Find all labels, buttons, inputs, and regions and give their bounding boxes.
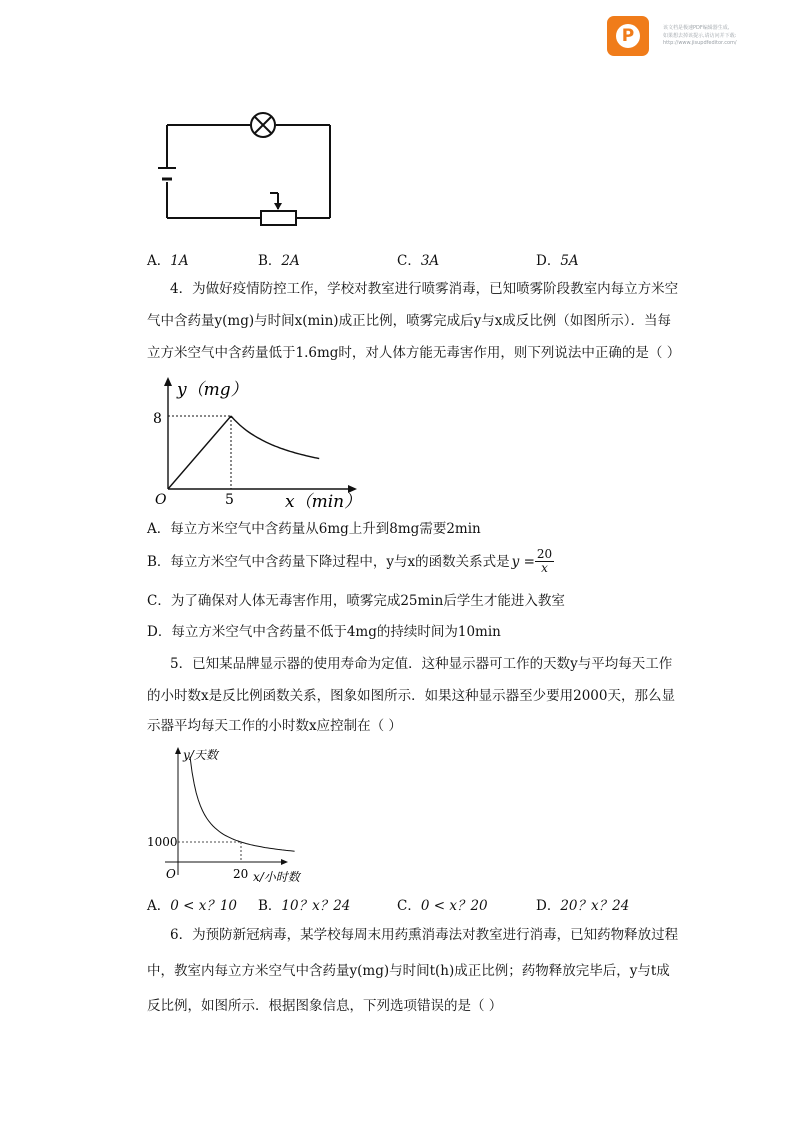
q5-y-tick: 1000 (147, 835, 178, 849)
q4-y-label: y（mg） (177, 380, 248, 400)
q6-line-1: 6．为预防新冠病毒，某学校每周末用药熏消毒法对教室进行消毒，已知药物释放过程 (170, 927, 679, 943)
q3-option-b[interactable] (258, 249, 300, 269)
q4-option-d[interactable]: D．每立方米空气中含药量不低于4mg的持续时间为10min (147, 624, 501, 640)
q5-option-d[interactable] (536, 894, 629, 914)
circuit-diagram (150, 105, 340, 230)
q5-option-a-value: 0 < x？10 (170, 898, 238, 914)
q4-option-b-fraction (535, 548, 554, 575)
q5-option-b-value: 10？x？24 (281, 898, 351, 914)
q4-origin: O (155, 492, 167, 508)
q5-y-label: y/天数 (183, 748, 218, 762)
q4-line-2: 气中含药量y(mg)与时间x(min)成正比例，喷雾完成后y与x成反比例（如图所示）．当每 (147, 313, 672, 329)
q4-decay-curve (231, 416, 319, 459)
q3-option-b-letter: B． (258, 253, 282, 269)
q5-option-a[interactable] (147, 894, 237, 914)
q5-option-c-value: 0 < x？20 (420, 898, 488, 914)
q3-option-d-letter: D． (536, 253, 561, 269)
q6-line-3: 反比例，如图所示．根据图象信息，下列选项错误的是（ ） (147, 998, 503, 1014)
q4-line-1: 4．为做好疫情防控工作，学校对教室进行喷雾消毒，已知喷雾阶段教室内每立方米空 (170, 281, 679, 297)
q4-y-arrow-icon (164, 377, 172, 386)
q5-option-c-letter: C． (397, 898, 421, 914)
q5-line-2: 的小时数x是反比例函数关系，图象如图所示．如果这种显示器至少要用2000天，那么显 (147, 688, 675, 704)
q4-x-tick: 5 (225, 492, 234, 508)
q4-option-b-numerator: 20 (536, 547, 553, 561)
q5-graph (145, 742, 300, 890)
q4-option-b-lhs: y = (511, 553, 535, 570)
q5-x-tick: 20 (233, 867, 249, 881)
q5-hyperbola-curve (190, 757, 295, 852)
q3-option-c-letter: C． (397, 253, 421, 269)
q4-line-3: 立方米空气中含药量低于1.6mg时，对人体方能无毒害作用，则下列说法中正确的是（ ） (147, 345, 681, 361)
q3-option-d[interactable] (536, 249, 579, 269)
q5-option-b-letter: B． (258, 898, 282, 914)
q3-option-d-value: 5A (560, 253, 579, 269)
q5-line-3: 示器平均每天工作的小时数x应控制在（ ） (147, 718, 402, 734)
pdf-editor-logo (607, 16, 649, 56)
q4-y-tick: 8 (153, 411, 162, 427)
q5-x-label: x/小时数 (253, 870, 300, 884)
q4-option-b[interactable] (147, 548, 554, 575)
logo-letter: P (616, 24, 640, 48)
q4-option-b-denominator: x (541, 561, 548, 575)
q5-option-d-value: 20？x？24 (560, 898, 630, 914)
q4-x-label: x（min） (285, 492, 362, 512)
q5-option-c[interactable] (397, 894, 488, 914)
q3-option-a-letter: A． (147, 253, 171, 269)
q5-option-d-letter: D． (536, 898, 561, 914)
watermark-line-2: 如果想去掉该提示,请访问并下载: (663, 33, 737, 39)
rheostat-body (261, 211, 296, 225)
q4-option-b-text: B．每立方米空气中含药量下降过程中，y与x的函数关系式是 (147, 553, 510, 570)
q3-option-c[interactable] (397, 249, 439, 269)
q4-option-c[interactable]: C．为了确保对人体无毒害作用，喷雾完成25min后学生才能进入教室 (147, 593, 565, 609)
q5-option-b[interactable] (258, 894, 350, 914)
rheostat-arrow-icon (274, 203, 282, 210)
q5-origin: O (166, 867, 176, 881)
q6-line-2: 中，教室内每立方米空气中含药量y(mg)与时间t(h)成正比例；药物释放完毕后，y与t成 (147, 963, 670, 979)
q4-rising-line (168, 416, 231, 489)
q3-option-a-value: 1A (170, 253, 189, 269)
q5-y-arrow-icon (175, 747, 181, 754)
q3-option-c-value: 3A (420, 253, 440, 269)
watermark-line-1: 该文档是极速PDF编辑器生成, (663, 25, 730, 31)
q4-graph (145, 373, 365, 511)
q3-option-b-value: 2A (281, 253, 300, 269)
q5-x-arrow-icon (281, 859, 288, 865)
watermark-line-3: http://www.jisupdfeditor.com/ (663, 40, 737, 46)
q5-option-a-letter: A． (147, 898, 171, 914)
q3-option-a[interactable] (147, 249, 189, 269)
q4-option-a[interactable]: A．每立方米空气中含药量从6mg上升到8mg需要2min (147, 521, 481, 537)
q5-line-1: 5．已知某品牌显示器的使用寿命为定值．这种显示器可工作的天数y与平均每天工作 (170, 656, 673, 672)
